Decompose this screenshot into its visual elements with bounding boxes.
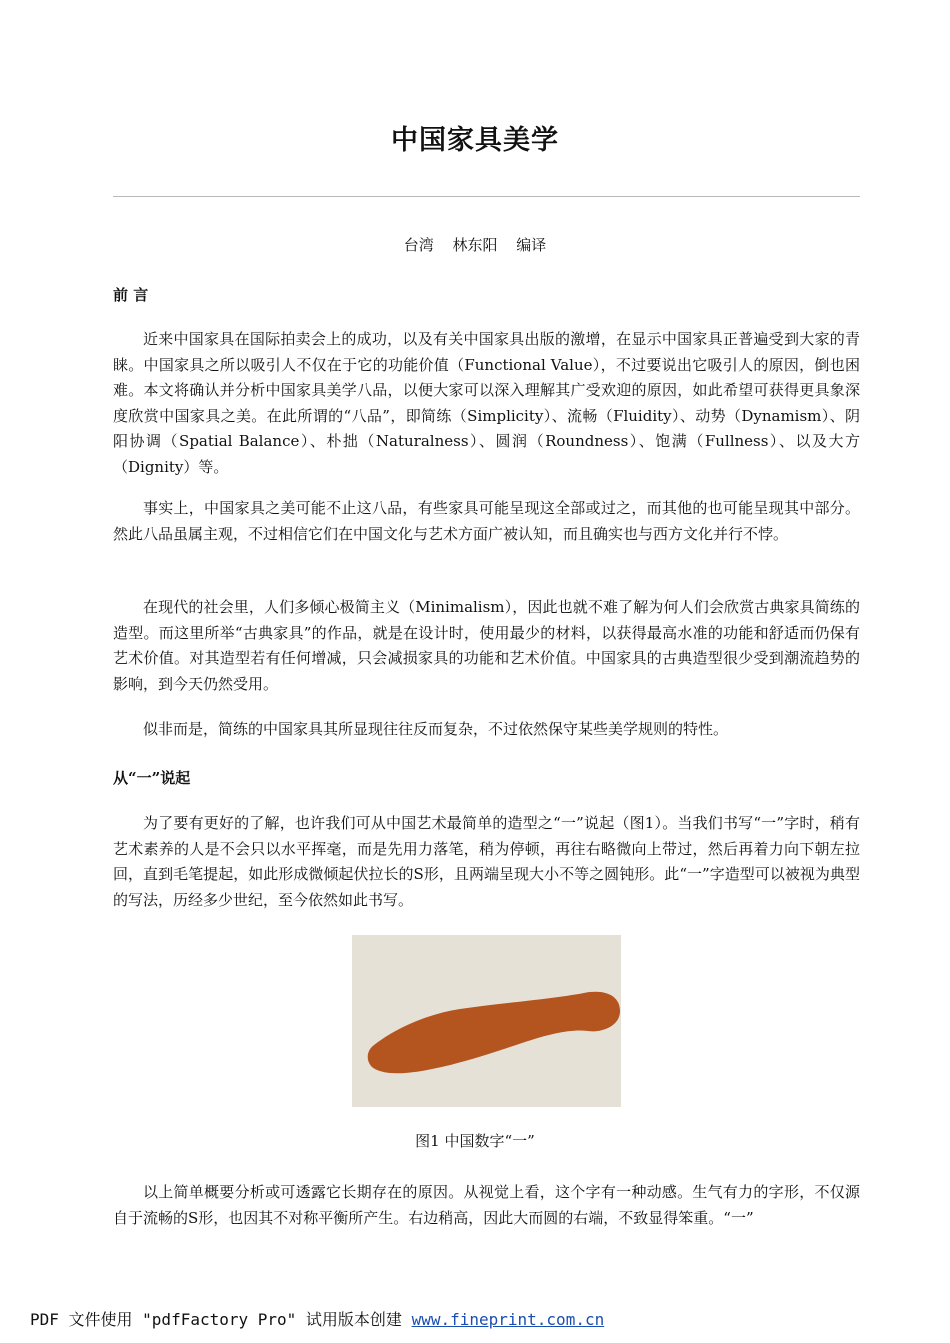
section-heading-preface: 前 言: [113, 286, 149, 304]
section-heading-one: 从“一”说起: [113, 769, 191, 787]
figure-1-image: [352, 935, 621, 1107]
author-line: 台湾 林东阳 编译: [403, 236, 547, 254]
paragraph: 在现代的社会里，人们多倾心极简主义（Minimalism），因此也就不难了解为何人们会欣赏古典家具简练的造型。而这里所举“古典家具”的作品，就是在设计时，使用最少的材料，以获得最高水准的功能和舒适而仍保有艺术价值。对其造型若有任何增减，只会减损家具的功能和艺术价值。中国家具的古典造型很少受到潮流趋势的影响，到今天仍然受用。: [113, 598, 860, 693]
figure-caption: 图1 中国数字“一”: [415, 1132, 535, 1150]
brush-stroke-one-image: [352, 935, 621, 1107]
title-divider: [113, 196, 860, 197]
document-title: 中国家具美学: [391, 125, 559, 156]
paragraph: 似非而是，简练的中国家具其所显现往往反而复杂，不过依然保守某些美学规则的特性。: [143, 720, 729, 738]
paragraph: 近来中国家具在国际拍卖会上的成功，以及有关中国家具出版的激增，在显示中国家具正普遍受到大家的青睐。中国家具之所以吸引人不仅在于它的功能价值（Functional Value），不过要说出它吸引人的原因，倒也困难。本文将确认并分析中国家具美学八品，以便大家可以深入理解其广受欢迎的原因，如此希望可获得更具象深度欣赏中国家具之美。在此所谓的“八品”，即简练（Simplicity）、流畅（Fluidity）、动势（Dynamism）、阴阳协调（Spatial Balance）、朴拙（Naturalness）、圆润（Roundness）、饱满（Fullness）、以及大方（Dignity）等。: [113, 330, 860, 476]
pdf-footer: [30, 1307, 604, 1330]
footer-text: PDF 文件使用 "pdfFactory Pro" 试用版本创建: [30, 1310, 412, 1329]
paragraph: 为了要有更好的了解，也许我们可从中国艺术最简单的造型之“一”说起（图1）。当我们书写“一”字时，稍有艺术素养的人是不会只以水平挥毫，而是先用力落笔，稍为停顿，再往右略微向上带过，然后再着力向下朝左拉回，直到毛笔提起，如此形成微倾起伏拉长的S形，且两端呈现大小不等之圆钝形。此“一”字造型可以被视为典型的写法，历经多少世纪，至今依然如此书写。: [113, 814, 860, 909]
paragraph: 以上简单概要分析或可透露它长期存在的原因。从视觉上看，这个字有一种动感。生气有力的字形，不仅源自于流畅的S形，也因其不对称平衡所产生。右边稍高，因此大而圆的右端，不致显得笨重。“一”: [113, 1183, 860, 1227]
footer-link[interactable]: www.fineprint.com.cn: [411, 1310, 605, 1329]
paragraph: 事实上，中国家具之美可能不止这八品，有些家具可能呈现这全部或过之，而其他的也可能呈现其中部分。然此八品虽属主观，不过相信它们在中国文化与艺术方面广被认知，而且确实也与西方文化并行不悖。: [113, 499, 860, 543]
